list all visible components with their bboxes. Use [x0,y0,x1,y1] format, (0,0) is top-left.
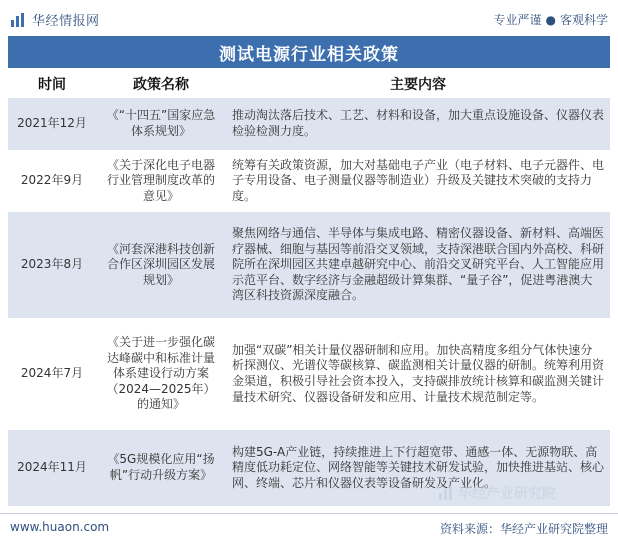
slogan-left: 专业严谨 [493,13,542,27]
table-row [8,212,610,318]
cell-time: 2021年12月 [8,98,96,150]
watermark [438,483,556,503]
cell-policy-name: 《关于进一步强化碳达峰碳中和标准计量体系建设行动方案（2024—2025年）的通知》 [96,320,226,428]
footer-url-link[interactable]: www.huaon.com [10,520,110,534]
policy-table [8,70,610,508]
cell-policy-name: 《5G规模化应用“扬帆”行动升级方案》 [96,430,226,506]
slogan-separator: ● [545,13,556,27]
cell-time: 2023年8月 [8,212,96,318]
footer-source: 资料来源：华经产业研究院整理 [439,522,608,536]
cell-policy-name: 《“十四五”国家应急体系规划》 [96,98,226,150]
cell-time: 2024年7月 [8,320,96,428]
column-header-time: 时间 [8,72,96,96]
cell-policy-name: 《河套深港科技创新合作区深圳园区发展规划》 [96,212,226,318]
brand-logo[interactable] [10,10,100,29]
table-row [8,152,610,210]
page-title: 测试电源行业相关政策 [8,36,610,68]
cell-content: 统筹有关政策资源，加大对基础电子产业（电子材料、电子元器件、电子专用设备、电子测量仪器等制造业）升级及关键技术突破的支持力度。 [226,152,610,210]
table-row [8,98,610,150]
cell-content: 加强“双碳”相关计量仪器研制和应用。加快高精度多组分气体快速分析探测仪、光谱仪等碳核算、碳监测相关计量仪器的研制。统筹利用资金渠道，积极引导社会资本投入，支持碳排放统计核算和碳监测关键计量技术研究、仪器设备研发和应用、计量技术规范制定等。 [226,320,610,428]
table-header-row [8,72,610,96]
slogan-right: 客观科学 [559,13,608,27]
cell-content: 推动淘汰落后技术、工艺、材料和设备，加大重点设施设备、仪器仪表检验检测力度。 [226,98,610,150]
watermark-text: 华经产业研究院 [458,486,556,502]
cell-time: 2022年9月 [8,152,96,210]
column-header-content: 主要内容 [226,72,610,96]
cell-policy-name: 《关于深化电子电器行业管理制度改革的意见》 [96,152,226,210]
slogan [493,11,608,28]
brand-logo-icon [10,12,26,28]
brand-name: 华经情报网 [32,14,100,29]
watermark-logo-icon [438,485,454,501]
cell-time: 2024年11月 [8,430,96,506]
footer [0,513,618,550]
top-bar [0,0,618,36]
cell-content: 聚焦网络与通信、半导体与集成电路、精密仪器设备、新材料、高端医疗器械、细胞与基因等前沿交叉领域，支持深港联合国内外高校、科研院所在深圳园区共建卓越研究中心、前沿交叉研究平台、人工智能应用示范平台、数字经济与金融超级计算集群、“量子谷”，促进粤港澳大湾区科技资源深度融合。 [226,212,610,318]
cell-content: 构建5G-A产业链，持续推进上下行超宽带、通感一体、无源物联、高精度低功耗定位、网络智能等关键技术研发试验，加快推进基站、核心网、终端、芯片和仪器仪表等设备研发及产业化。 [226,430,610,506]
table-row [8,320,610,428]
column-header-policy-name: 政策名称 [96,72,226,96]
